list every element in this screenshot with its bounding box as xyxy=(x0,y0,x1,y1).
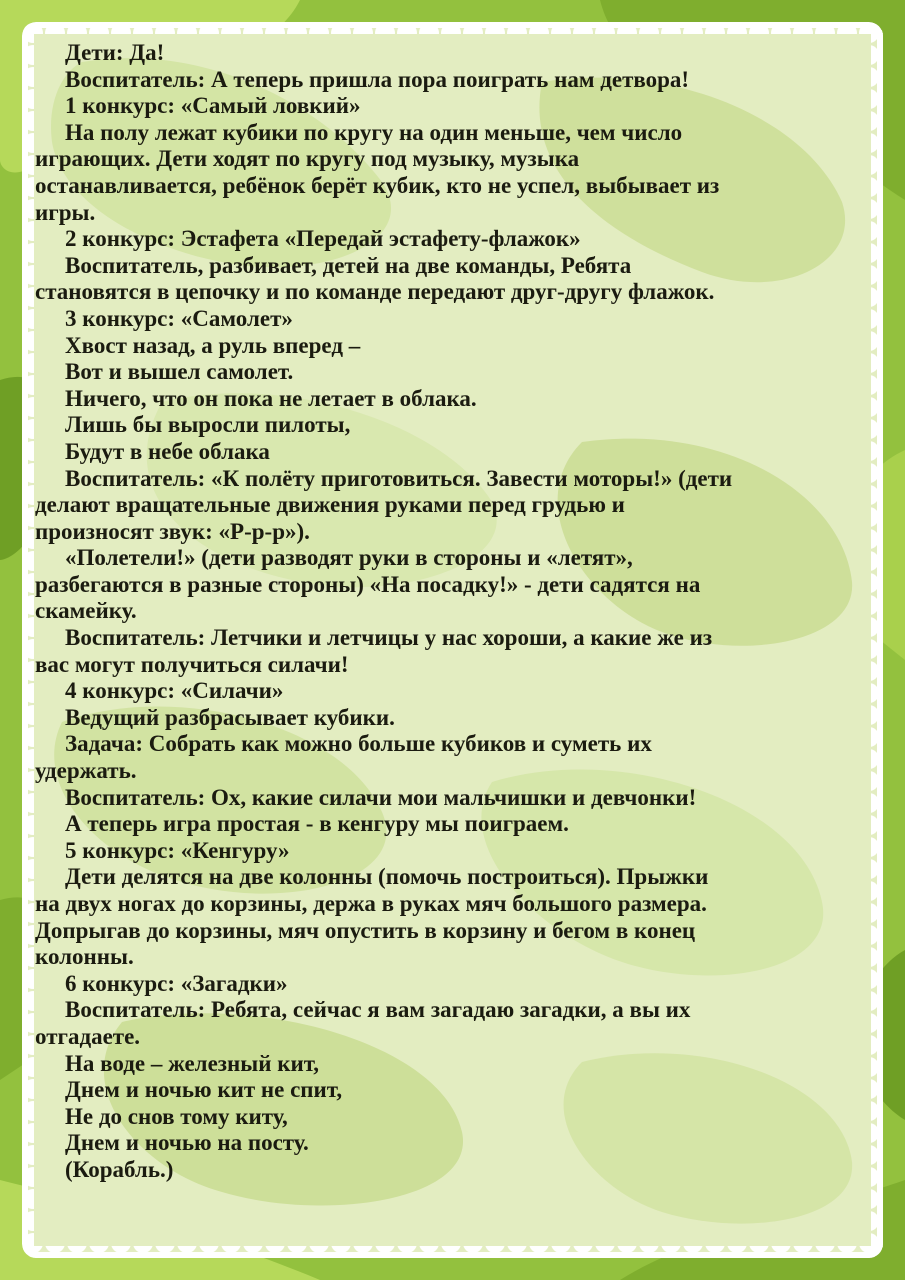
text-line: 1 конкурс: «Самый ловкий» xyxy=(65,93,361,119)
text-line: На воде – железный кит, xyxy=(65,1050,320,1076)
text-line: Воспитатель: Ребята, сейчас я вам загадаю загадки, а вы их xyxy=(65,997,691,1023)
text-line: Воспитатель, разбивает, детей на две команды, Ребята xyxy=(65,252,632,278)
text-line: скамейку. xyxy=(35,598,137,624)
text-line: колонны. xyxy=(35,944,134,970)
text-line: Не до снов тому киту, xyxy=(65,1103,288,1129)
text-line: Ведущий разбрасывает кубики. xyxy=(65,704,395,730)
text-line: Будут в небе облака xyxy=(65,438,270,464)
text-line: «Полетели!» (дети разводят руки в стороны и «летят», xyxy=(65,545,633,571)
text-line: останавливается, ребёнок берёт кубик, кто не успел, выбывает из xyxy=(35,172,720,198)
text-line: произносят звук: «Р-р-р»). xyxy=(35,518,310,544)
text-line: разбегаются в разные стороны) «На посадку!» - дети садятся на xyxy=(35,571,701,597)
text-line: на двух ногах до корзины, держа в руках мяч большого размера. xyxy=(35,891,707,916)
text-line: отгадаете. xyxy=(35,1023,141,1049)
text-line: делают вращательные движения руками перед грудью и xyxy=(35,492,625,518)
text-line: Днем и ночью на посту. xyxy=(65,1130,309,1156)
text-line: Лишь бы выросли пилоты, xyxy=(65,412,351,438)
text-line: А теперь игра простая - в кенгуру мы поиграем. xyxy=(65,811,569,837)
text-line: 4 конкурс: «Силачи» xyxy=(65,678,284,704)
text-line: играющих. Дети ходят по кругу под музыку, музыка xyxy=(35,146,580,172)
text-line: Воспитатель: Ох, какие силачи мои мальчишки и девчонки! xyxy=(65,784,697,810)
text-line: Ничего, что он пока не летает в облака. xyxy=(65,385,477,411)
text-line: становятся в цепочку и по команде передают друг-другу флажок. xyxy=(35,279,715,305)
text-line: 2 конкурс: Эстафета «Передай эстафету-флажок» xyxy=(65,226,581,252)
text-line: удержать. xyxy=(35,758,137,784)
text-line: Воспитатель: «К полёту приготовиться. Завести моторы!» (дети xyxy=(65,465,733,491)
document-body xyxy=(35,40,865,1184)
text-line: Хвост назад, а руль вперед – xyxy=(65,332,361,358)
text-line: Воспитатель: Летчики и летчицы у нас хороши, а какие же из xyxy=(65,625,713,651)
text-line: Вот и вышел самолет. xyxy=(65,359,294,385)
text-line: Дети: Да! xyxy=(65,40,165,65)
text-line: 3 конкурс: «Самолет» xyxy=(65,305,293,331)
text-line: Задача: Собрать как можно больше кубиков и суметь их xyxy=(65,731,652,757)
text-line: Допрыгав до корзины, мяч опустить в корзину и бегом в конец xyxy=(35,917,696,943)
text-line: 6 конкурс: «Загадки» xyxy=(65,970,288,996)
text-line: 5 конкурс: «Кенгуру» xyxy=(65,837,290,863)
text-line: игры. xyxy=(35,199,96,225)
text-line: Дети делятся на две колонны (помочь построиться). Прыжки xyxy=(65,864,709,890)
text-line: Днем и ночью кит не спит, xyxy=(65,1077,343,1103)
text-line: Воспитатель: А теперь пришла пора поиграть нам детвора! xyxy=(65,66,690,92)
text-line: вас могут получиться силачи! xyxy=(35,651,349,677)
text-line: На полу лежат кубики по кругу на один меньше, чем число xyxy=(65,119,683,145)
text-line: (Корабль.) xyxy=(65,1156,174,1182)
